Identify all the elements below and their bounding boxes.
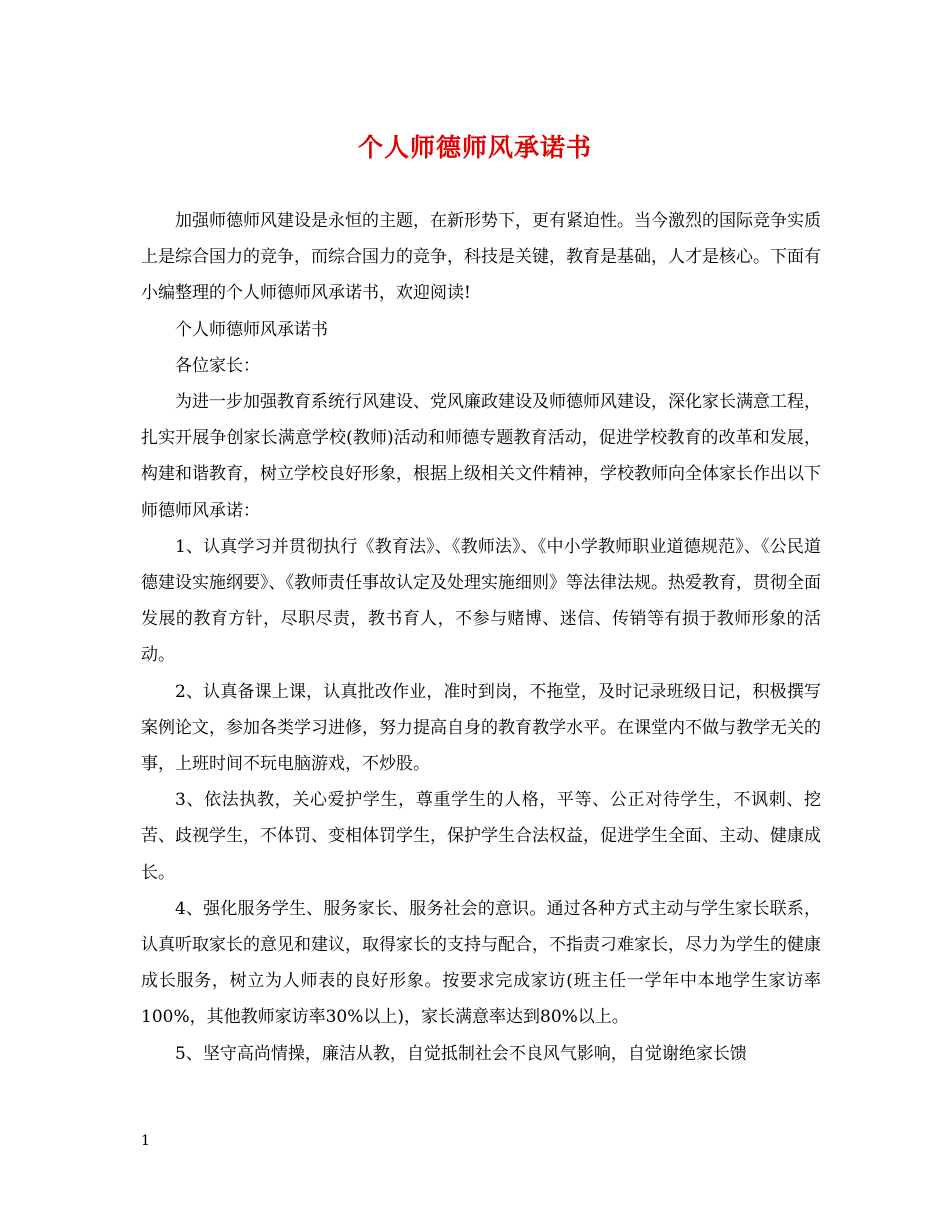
letter-heading: 个人师德师风承诺书 (175, 319, 328, 340)
intro-paragraph: 加强师德师风建设是永恒的主题，在新形势下，更有紧迫性。当今激烈的国际竞争实质上是综合国力的竞争，而综合国力的竞争，科技是关键，教育是基础，人才是核心。下面有小编整理的个人师德师风承诺书，欢迎阅读! (141, 211, 821, 304)
salutation: 各位家长： (175, 355, 260, 376)
commitment-item-4: 4、强化服务学生、服务家长、服务社会的意识。通过各种方式主动与学生家长联系，认真听取家长的意见和建议，取得家长的支持与配合，不指责刁难家长，尽力为学生的健康成长服务，树立为人师表的良好形象。按要求完成家访(班主任一学年中本地学生家访率100%，其他教师家访率30%以上)，家长满意率达到80%以上。 (141, 898, 821, 1028)
document-title: 个人师德师风承诺书 (357, 133, 592, 162)
commitment-item-3: 3、依法执教，关心爱护学生，尊重学生的人格，平等、公正对待学生，不讽刺、挖苦、歧视学生，不体罚、变相体罚学生，保护学生合法权益，促进学生全面、主动、健康成长。 (141, 790, 821, 883)
preamble-paragraph: 为进一步加强教育系统行风建设、党风廉政建设及师德师风建设，深化家长满意工程，扎实开展争创家长满意学校(教师)活动和师德专题教育活动，促进学校教育的改革和发展，构建和谐教育，树立学校良好形象，根据上级相关文件精神，学校教师向全体家长作出以下师德师风承诺： (141, 392, 821, 521)
document-body (141, 203, 821, 1072)
page-number: 1 (141, 1133, 150, 1149)
commitment-item-1: 1、认真学习并贯彻执行《教育法》、《教师法》、《中小学教师职业道德规范》、《公民道德建设实施纲要》、《教师责任事故认定及处理实施细则》等法律法规。热爱教育，贯彻全面发展的教育方针，尽职尽责，教书育人，不参与赌博、迷信、传销等有损于教师形象的活动。 (141, 536, 821, 666)
commitment-item-5: 5、坚守高尚情操，廉洁从教，自觉抵制社会不良风气影响，自觉谢绝家长馈 (175, 1043, 747, 1064)
commitment-item-2: 2、认真备课上课，认真批改作业，准时到岗，不拖堂，及时记录班级日记，积极撰写案例论文，参加各类学习进修，努力提高自身的教育教学水平。在课堂内不做与教学无关的事，上班时间不玩电脑游戏，不炒股。 (141, 681, 821, 775)
